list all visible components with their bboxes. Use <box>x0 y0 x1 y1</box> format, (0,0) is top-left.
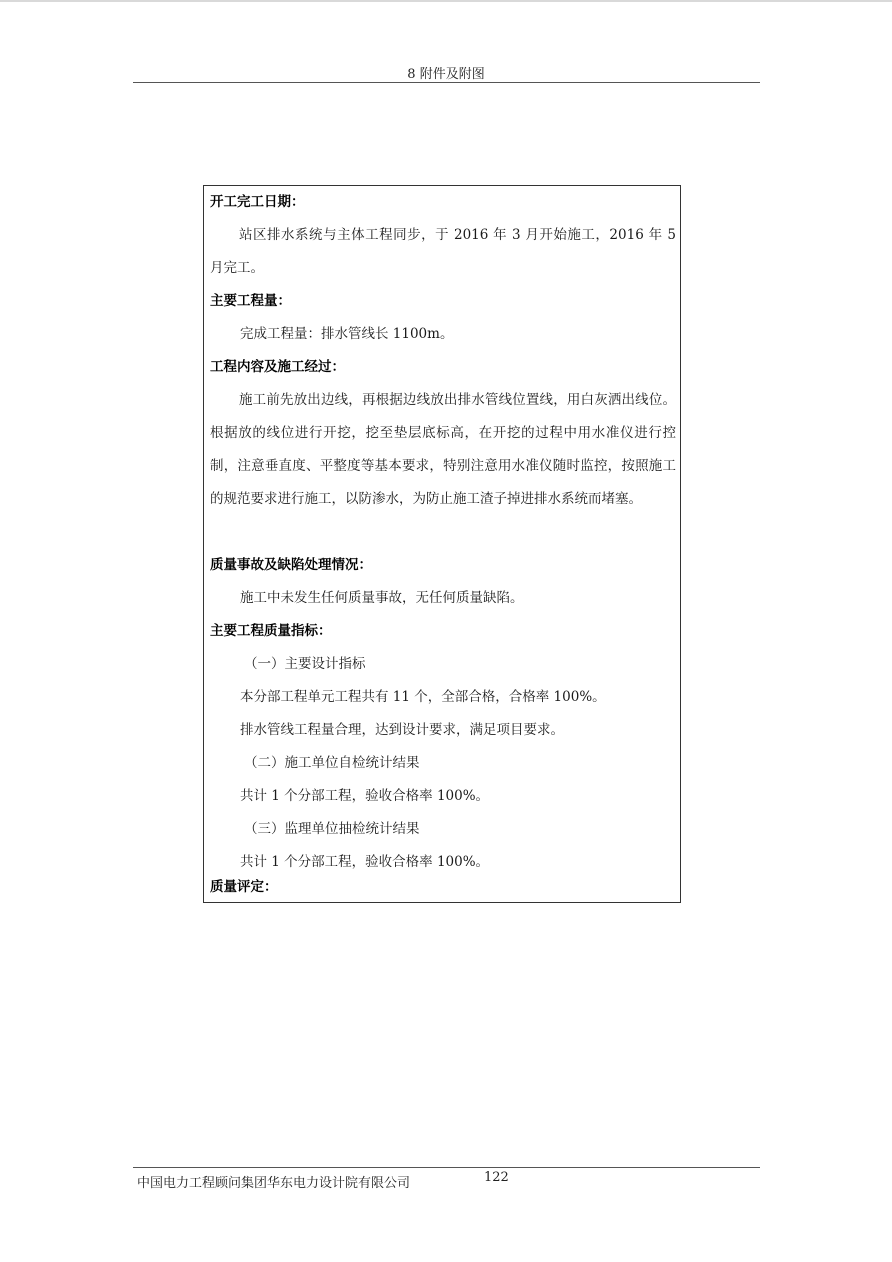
indicator-item: 排水管线工程量合理，达到设计要求，满足项目要求。 <box>240 722 564 738</box>
section-heading-quantity: 主要工程量： <box>210 293 291 309</box>
indicator-item: （三）监理单位抽检统计结果 <box>244 821 420 837</box>
section-heading-process: 工程内容及施工经过： <box>210 359 345 375</box>
page-number: 122 <box>484 1170 509 1185</box>
section-heading-defects: 质量事故及缺陷处理情况： <box>210 557 372 573</box>
section-heading-indicators: 主要工程质量指标： <box>210 623 332 639</box>
indicator-item: 共计 1 个分部工程，验收合格率 100%。 <box>240 788 490 804</box>
section-text-quantity: 完成工程量：排水管线长 1100m。 <box>240 326 454 342</box>
section-text-defects: 施工中未发生任何质量事故，无任何质量缺陷。 <box>240 590 524 606</box>
page-top-edge <box>0 0 892 2</box>
section-text-process: 施工前先放出边线，再根据边线放出排水管线位置线，用白灰洒出线位。根据放的线位进行开挖，挖至垫层底标高，在开挖的过程中用水准仪进行控制，注意垂直度、平整度等基本要求，特别注意用水准仪随时监控，按照施工的规范要求进行施工，以防渗水，为防止施工渣子掉进排水系统而堵塞。 <box>210 392 676 507</box>
header-rule <box>133 82 760 83</box>
page-header-title: 8 附件及附图 <box>407 67 485 82</box>
section-heading-evaluation: 质量评定： <box>210 879 278 895</box>
footer-rule <box>133 1167 760 1168</box>
section-heading-dates: 开工完工日期： <box>210 194 305 210</box>
indicator-item: 本分部工程单元工程共有 11 个，全部合格，合格率 100%。 <box>240 689 606 705</box>
indicator-item: （二）施工单位自检统计结果 <box>244 755 420 771</box>
section-text-dates: 站区排水系统与主体工程同步，于 2016 年 3 月开始施工，2016 年 5 月完工。 <box>210 227 676 276</box>
footer-company-name: 中国电力工程顾问集团华东电力设计院有限公司 <box>137 1176 411 1191</box>
content-box <box>203 185 681 903</box>
indicator-item: （一）主要设计指标 <box>244 656 366 672</box>
indicator-item: 共计 1 个分部工程，验收合格率 100%。 <box>240 854 490 870</box>
